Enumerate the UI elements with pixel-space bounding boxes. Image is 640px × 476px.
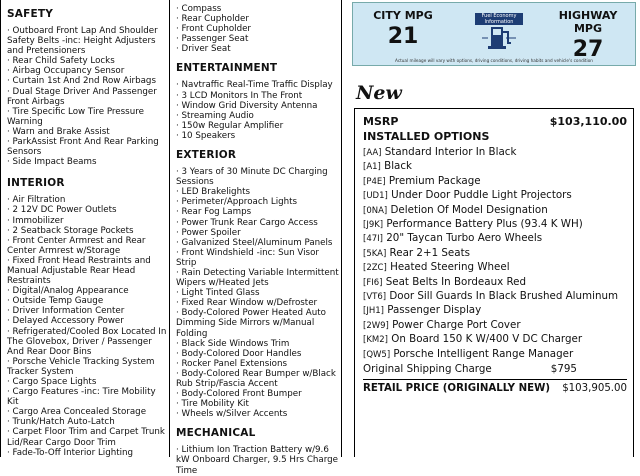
exterior-feature: · LED Brakelights xyxy=(176,187,251,198)
interior-feature: · Cargo Area Concealed Storage xyxy=(7,407,147,418)
option-description: Passenger Display xyxy=(383,304,482,317)
option-code: [UD1] xyxy=(363,191,388,202)
interior-feature: · Digital/Analog Appearance xyxy=(7,286,129,297)
interior-feature: · Trunk/Hatch Auto-Latch xyxy=(7,417,115,428)
installed-option xyxy=(363,247,627,260)
interior-feature: · Delayed Accessory Power xyxy=(7,316,124,327)
city-mpg-label: CITY MPG xyxy=(373,9,433,22)
safety-heading: SAFETY xyxy=(7,8,53,20)
option-code: [A1] xyxy=(363,162,381,173)
mechanical-list xyxy=(176,445,341,475)
installed-option xyxy=(363,218,627,231)
interior-feature: · Front Center Armrest and Rear Center Armrest w/Storage xyxy=(7,235,146,256)
msrp-row xyxy=(363,115,627,128)
msrp-label: MSRP xyxy=(363,115,399,128)
option-description: Heated Steering Wheel xyxy=(386,261,510,274)
installed-options-heading: INSTALLED OPTIONS xyxy=(363,130,490,143)
option-code: [J9K] xyxy=(363,220,384,231)
option-code: [0NA] xyxy=(363,205,388,216)
safety-feature: · Airbag Occupancy Sensor xyxy=(7,66,125,77)
option-description: Rear 2+1 Seats xyxy=(386,246,470,259)
safety-feature: · Side Impact Beams xyxy=(7,157,97,168)
option-description: Seat Belts In Bordeaux Red xyxy=(382,275,527,288)
option-description: Under Door Puddle Light Projectors xyxy=(387,189,572,202)
installed-options-list xyxy=(363,146,627,361)
option-code: [VT6] xyxy=(363,292,387,303)
safety-feature: · Tire Specific Low Tire Pressure Warning xyxy=(7,106,144,127)
installed-option xyxy=(363,261,627,274)
interior-feature: · Carpet Floor Trim and Carpet Trunk Lid/Rear Cargo Door Trim xyxy=(7,427,165,448)
exterior-feature: · Perimeter/Approach Lights xyxy=(176,197,298,208)
interior-feature: · Refrigerated/Cooled Box Located In The Glovebox, Driver / Passenger And Rear Door Bins xyxy=(7,326,167,357)
seating-list xyxy=(176,4,341,54)
fuel-economy-badge: Fuel Economy Information xyxy=(475,13,523,25)
exterior-feature: · Body-Colored Power Heated Auto Dimming Side Mirrors w/Manual Folding xyxy=(176,308,326,339)
exterior-feature: · Galvanized Steel/Aluminum Panels xyxy=(176,237,333,248)
exterior-feature: · Rocker Panel Extensions xyxy=(176,358,288,369)
interior-list xyxy=(7,195,169,457)
installed-option xyxy=(363,204,627,217)
features-column-left xyxy=(0,0,170,457)
mechanical-feature: · Lithium Ion Traction Battery w/9.6 kW Onboard Charger, 9.5 Hrs Charge Time xyxy=(176,445,338,476)
exterior-feature: · Body-Colored Rear Bumper w/Black Rub Strip/Fascia Accent xyxy=(176,368,336,389)
option-code: [2ZC] xyxy=(363,263,387,274)
seating-feature: · Driver Seat xyxy=(176,44,231,55)
option-description: Deletion Of Model Designation xyxy=(387,203,548,216)
fuel-economy-panel xyxy=(352,2,636,66)
safety-list xyxy=(7,26,169,167)
exterior-feature: · Body-Colored Door Handles xyxy=(176,348,302,359)
retail-price-label: RETAIL PRICE (ORIGINALLY NEW) xyxy=(363,383,550,395)
interior-feature: · Cargo Space Lights xyxy=(7,377,97,387)
seating-feature: · Compass xyxy=(176,4,222,14)
installed-option xyxy=(363,348,627,361)
option-code: [FI6] xyxy=(363,277,383,288)
msrp-value: $103,110.00 xyxy=(549,115,627,128)
interior-feature: · 2 12V DC Power Outlets xyxy=(7,205,117,216)
installed-option xyxy=(363,276,627,289)
interior-feature: · Outside Temp Gauge xyxy=(7,296,104,307)
option-description: Black xyxy=(380,160,412,173)
safety-feature: · Dual Stage Driver And Passenger Front Airbags xyxy=(7,86,157,107)
option-code: [P4E] xyxy=(363,176,386,187)
safety-feature: · ParkAssist Front And Rear Parking Sensors xyxy=(7,137,159,158)
interior-feature: · Fade-To-Off Interior Lighting xyxy=(7,447,134,458)
entertainment-feature: · Navtraffic Real-Time Traffic Display xyxy=(176,80,333,91)
installed-option xyxy=(363,232,627,245)
exterior-list xyxy=(176,167,341,419)
interior-feature: · Air Filtration xyxy=(7,195,66,206)
city-mpg-value: 21 xyxy=(387,24,419,49)
option-code: [AA] xyxy=(363,148,382,158)
exterior-feature: · 3 Years of 30 Minute DC Charging Sessions xyxy=(176,167,328,188)
exterior-feature: · Front Windshield -inc: Sun Visor Strip xyxy=(176,247,319,268)
option-code: [QW5] xyxy=(363,349,391,360)
condition-label: New xyxy=(356,82,402,104)
retail-price-row xyxy=(363,379,627,394)
interior-feature: · Driver Information Center xyxy=(7,306,125,317)
highway-mpg xyxy=(543,9,633,62)
interior-heading: INTERIOR xyxy=(7,177,65,190)
entertainment-feature: · 10 Speakers xyxy=(176,130,236,141)
option-description: On Board 150 K W/400 V DC Charger xyxy=(387,333,583,346)
installed-option xyxy=(363,175,627,188)
option-code: [2W9] xyxy=(363,320,389,331)
exterior-feature: · Power Trunk Rear Cargo Access xyxy=(176,217,318,228)
city-mpg xyxy=(367,9,439,49)
features-column-middle xyxy=(170,0,342,476)
exterior-feature: · Rain Detecting Variable Intermittent Wipers w/Heated Jets xyxy=(176,267,339,289)
installed-option xyxy=(363,160,627,173)
option-description: Door Sill Guards In Black Brushed Aluminum xyxy=(386,290,619,303)
installed-option xyxy=(363,189,627,202)
interior-feature: · Immobilizer xyxy=(7,215,64,226)
interior-feature: · Porsche Vehicle Tracking System Tracker System xyxy=(7,356,155,377)
mechanical-heading: MECHANICAL xyxy=(176,427,256,440)
installed-option xyxy=(363,319,627,332)
retail-price-value: $103,905.00 xyxy=(562,383,627,395)
safety-feature: · Rear Child Safety Locks xyxy=(7,56,115,67)
option-description: Standard Interior In Black xyxy=(381,146,517,158)
seating-feature: · Front Cupholder xyxy=(176,24,252,35)
option-description: Premium Package xyxy=(385,174,481,187)
option-description: 20" Taycan Turbo Aero Wheels xyxy=(382,232,543,245)
exterior-feature: · Light Tinted Glass xyxy=(176,288,260,299)
shipping-row xyxy=(363,363,627,375)
exterior-feature: · Fixed Rear Window w/Defroster xyxy=(176,298,318,309)
exterior-feature: · Rear Fog Lamps xyxy=(176,207,252,218)
highway-mpg-label: HIGHWAY MPG xyxy=(558,9,618,35)
price-box xyxy=(354,108,634,457)
shipping-label: Original Shipping Charge xyxy=(363,363,492,376)
entertainment-feature: · Window Grid Diversity Antenna xyxy=(176,100,318,111)
option-code: [5KA] xyxy=(363,248,387,259)
entertainment-feature: · 150w Regular Amplifier xyxy=(176,120,284,131)
entertainment-feature: · 3 LCD Monitors In The Front xyxy=(176,90,303,101)
exterior-feature: · Wheels w/Silver Accents xyxy=(176,409,288,420)
option-code: [JH1] xyxy=(363,306,384,317)
highway-mpg-value: 27 xyxy=(572,37,604,62)
option-code: [47I] xyxy=(363,234,383,245)
safety-feature: · Curtain 1st And 2nd Row Airbags xyxy=(7,76,156,87)
exterior-feature: · Tire Mobility Kit xyxy=(176,399,249,410)
safety-feature: · Warn and Brake Assist xyxy=(7,126,110,137)
option-description: Power Charge Port Cover xyxy=(388,318,521,331)
option-description: Porsche Intelligent Range Manager xyxy=(390,347,574,360)
installed-option xyxy=(363,146,627,159)
exterior-heading: EXTERIOR xyxy=(176,149,237,162)
mileage-disclaimer: Actual mileage will vary with options, driving conditions, driving habits and vehicle's condition xyxy=(395,58,593,63)
interior-feature: · 2 Seatback Storage Pockets xyxy=(7,225,134,236)
exterior-feature: · Black Side Windows Trim xyxy=(176,338,290,349)
safety-feature: · Outboard Front Lap And Shoulder Safety Belts -inc: Height Adjusters and Pretensioners xyxy=(7,26,158,57)
sticker-panel xyxy=(348,0,640,457)
exterior-feature: · Body-Colored Front Bumper xyxy=(176,389,302,400)
entertainment-feature: · Streaming Audio xyxy=(176,110,254,121)
entertainment-list xyxy=(176,80,341,141)
installed-option xyxy=(363,304,627,317)
installed-option xyxy=(363,290,627,303)
interior-feature: · Cargo Features -inc: Tire Mobility Kit xyxy=(7,387,156,408)
exterior-feature: · Power Spoiler xyxy=(176,227,241,238)
installed-option xyxy=(363,333,627,346)
shipping-value: $795 xyxy=(550,363,577,376)
option-code: [KM2] xyxy=(363,335,388,346)
option-description: Performance Battery Plus (93.4 K WH) xyxy=(383,218,583,231)
interior-feature: · Fixed Front Head Restraints and Manual Adjustable Rear Head Restraints xyxy=(7,255,151,287)
seating-feature: · Rear Cupholder xyxy=(176,14,249,25)
entertainment-heading: ENTERTAINMENT xyxy=(176,62,278,75)
fuel-pump-icon xyxy=(482,26,516,50)
seating-feature: · Passenger Seat xyxy=(176,34,249,45)
